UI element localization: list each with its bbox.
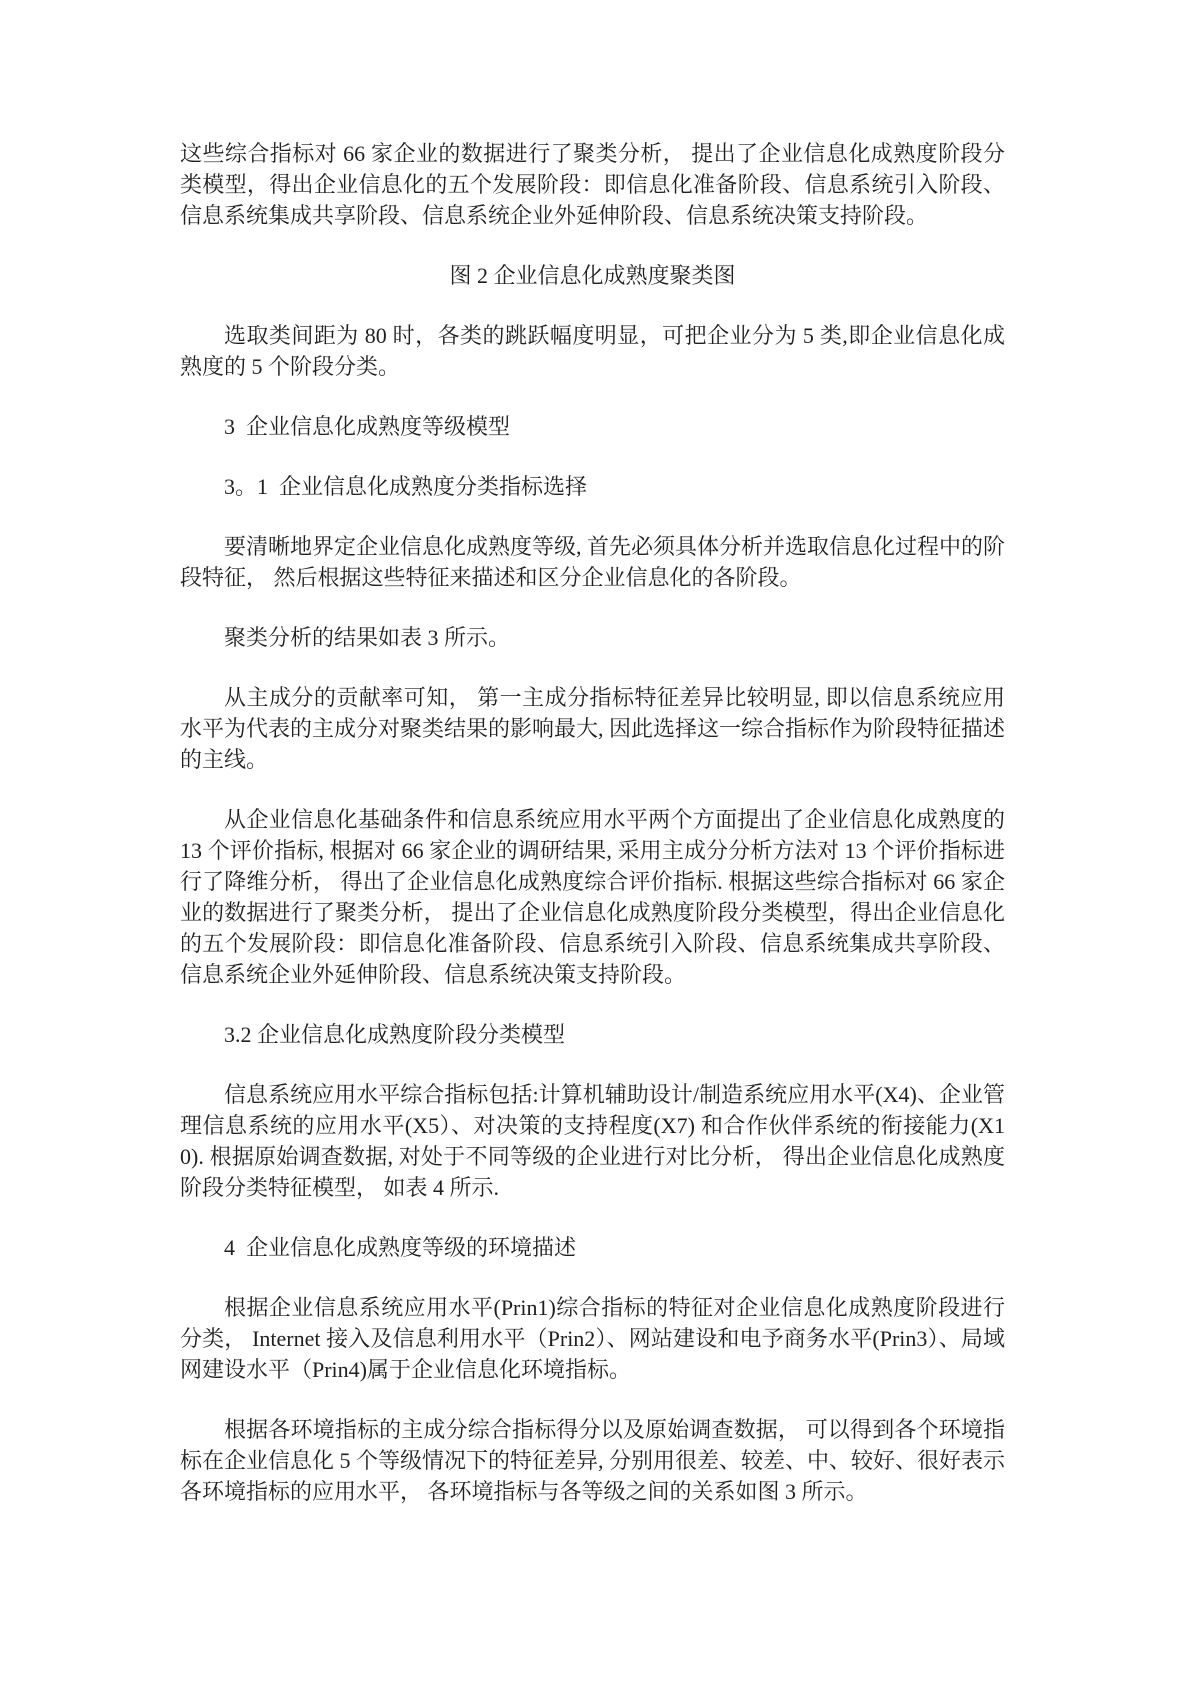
section-heading-3-2: 3.2 企业信息化成熟度阶段分类模型 [224,1022,566,1047]
paragraph: 从企业信息化基础条件和信息系统应用水平两个方面提出了企业信息化成熟度的 13 个评价指标, 根据对 66 家企业的调研结果, 采用主成分分析方法对 13 个评价指标进行了降维分析， 得出了企业信息化成熟度综合评价指标. 根据这些综合指标对 66 家企业的数据进行了聚类分析， 提出了企业信息化成熟度阶段分类模型，得出企业信息化的五个发展阶段：即信息化准备阶段、信息系统引入阶段、信息系统集成共享阶段、信息系统企业外延伸阶段、信息系统决策支持阶段。 [180,807,1011,987]
paragraph: 根据企业信息系统应用水平(Prin1)综合指标的特征对企业信息化成熟度阶段进行分类， Internet 接入及信息利用水平（Prin2）、网站建设和电予商务水平(Prin3）、局域网建设水平（Prin4)属于企业信息化环境指标。 [180,1295,1005,1382]
paragraph: 这些综合指标对 66 家企业的数据进行了聚类分析， 提出了企业信息化成熟度阶段分类模型，得出企业信息化的五个发展阶段：即信息化准备阶段、信息系统引入阶段、信息系统集成共享阶段、信息系统企业外延伸阶段、信息系统决策支持阶段。 [180,141,1005,228]
section-heading-3-1: 3。1 企业信息化成熟度分类指标选择 [224,474,588,499]
paragraph: 从主成分的贡献率可知， 第一主成分指标特征差异比较明显, 即以信息系统应用水平为代表的主成分对聚类结果的影响最大, 因此选择这一综合指标作为阶段特征描述的主线。 [180,685,1006,772]
paragraph: 要清晰地界定企业信息化成熟度等级, 首先必须具体分析并选取信息化过程中的阶段特征， 然后根据这些特征来描述和区分企业信息化的各阶段。 [180,534,1006,590]
figure-caption: 图 2 企业信息化成熟度聚类图 [449,263,736,288]
paragraph: 根据各环境指标的主成分综合指标得分以及原始调查数据， 可以得到各个环境指标在企业信息化 5 个等级情况下的特征差异, 分别用很差、较差、中、较好、很好表示各环境指标的应用水平， 各环境指标与各等级之间的关系如图 3 所示。 [180,1417,1006,1504]
paragraph: 聚类分析的结果如表 3 所示。 [224,625,511,650]
section-heading-4: 4 企业信息化成熟度等级的环境描述 [224,1235,577,1260]
paragraph: 选取类间距为 80 时，各类的跳跃幅度明显，可把企业分为 5 类,即企业信息化成熟度的 5 个阶段分类。 [180,323,1005,379]
section-heading-3: 3 企业信息化成熟度等级模型 [224,414,511,439]
paragraph: 信息系统应用水平综合指标包括:计算机辅助设计/制造系统应用水平(X4)、企业管理信息系统的应用水平(X5）、对决策的支持程度(X7) 和合作伙伴系统的衔接能力(X10). 根据原始调查数据, 对处于不同等级的企业进行对比分析， 得出企业信息化成熟度阶段分类特征模型， 如表 4 所示. [180,1082,1005,1200]
